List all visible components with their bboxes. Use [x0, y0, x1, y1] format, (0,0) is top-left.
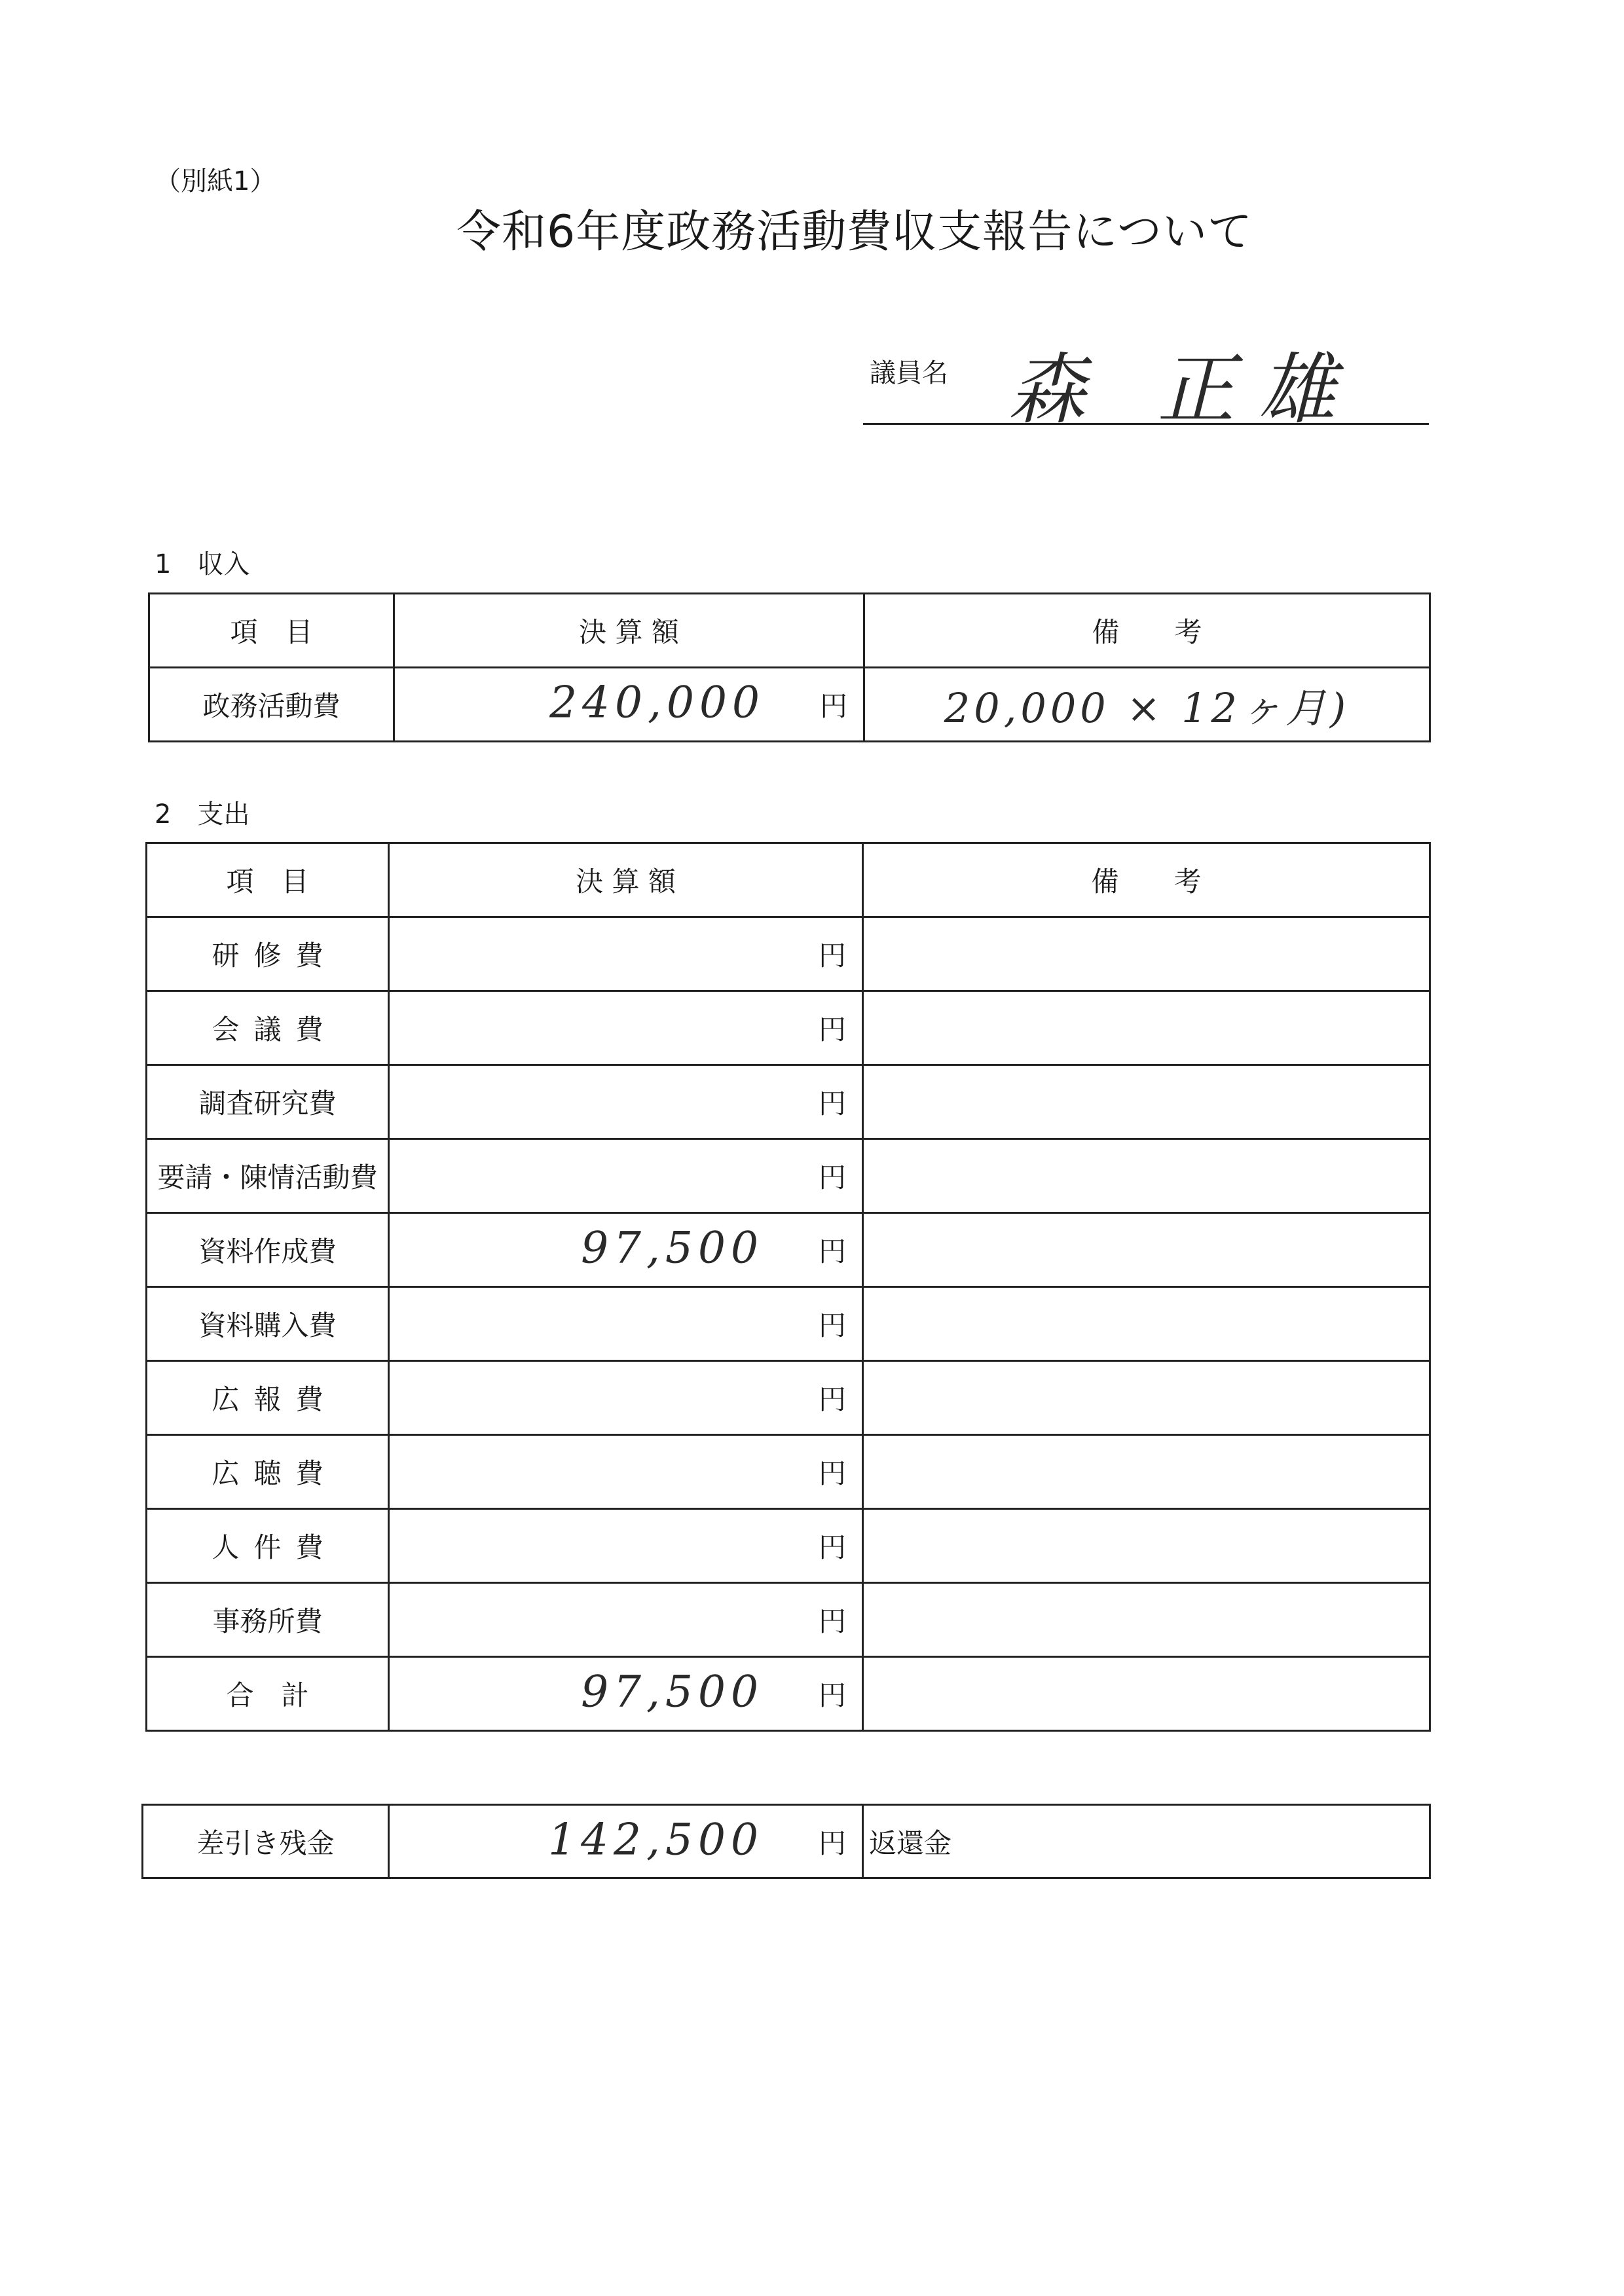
expenditure-item-label: 資料作成費 — [147, 1213, 389, 1287]
income-amount-cell — [394, 668, 864, 742]
expenditure-row — [147, 1509, 1430, 1583]
expenditure-note-cell — [863, 1509, 1430, 1583]
expenditure-col-item-header: 項 目 — [147, 843, 389, 917]
expenditure-item-label: 事務所費 — [147, 1583, 389, 1657]
income-header-row — [149, 594, 1430, 668]
expenditure-col-amount-header: 決 算 額 — [389, 843, 863, 917]
expenditure-amount-cell — [389, 1065, 863, 1139]
balance-row — [143, 1805, 1430, 1878]
expenditure-item-label: 会議費 — [147, 991, 389, 1065]
yen-unit: 円 — [818, 1309, 846, 1341]
expenditure-row — [147, 1287, 1430, 1361]
income-table — [148, 592, 1431, 742]
expenditure-amount-value: 97,500 — [581, 1666, 764, 1717]
expenditure-item-label: 広報費 — [147, 1361, 389, 1435]
member-name-label: 議員名 — [870, 358, 948, 388]
expenditure-row — [147, 1139, 1430, 1213]
expenditure-item-label: 調査研究費 — [147, 1065, 389, 1139]
income-note-value: 20,000 × 12ヶ月) — [944, 683, 1350, 732]
expenditure-item-label: 合 計 — [147, 1657, 389, 1731]
income-col-notes-header: 備 考 — [864, 594, 1430, 668]
expenditure-note-cell — [863, 1435, 1430, 1509]
yen-unit: 円 — [818, 1087, 846, 1120]
expenditure-row — [147, 917, 1430, 991]
expenditure-row — [147, 1583, 1430, 1657]
expenditure-note-cell — [863, 1139, 1430, 1213]
expenditure-col-notes-header: 備 考 — [863, 843, 1430, 917]
expenditure-amount-cell — [389, 1213, 863, 1287]
expenditure-amount-cell — [389, 991, 863, 1065]
expenditure-row — [147, 1065, 1430, 1139]
yen-unit: 円 — [818, 1679, 846, 1711]
expenditure-amount-cell — [389, 1509, 863, 1583]
yen-unit: 円 — [818, 1457, 846, 1489]
expenditure-note-cell — [863, 1361, 1430, 1435]
page-title: 令和6年度政務活動費収支報告について — [456, 206, 1253, 258]
income-row — [149, 668, 1430, 742]
member-signature: 森 正雄 — [1008, 344, 1359, 435]
balance-amount-value: 142,500 — [548, 1813, 764, 1865]
income-amount-value: 240,000 — [549, 677, 765, 728]
expenditure-amount-cell — [389, 1287, 863, 1361]
expenditure-item-label: 広聴費 — [147, 1435, 389, 1509]
yen-unit: 円 — [818, 1235, 846, 1267]
expenditure-amount-cell — [389, 1583, 863, 1657]
expenditure-note-cell — [863, 1583, 1430, 1657]
balance-table — [141, 1804, 1431, 1879]
expenditure-table — [145, 842, 1431, 1732]
expenditure-amount-cell — [389, 1361, 863, 1435]
expenditure-row — [147, 991, 1430, 1065]
expenditure-note-cell — [863, 1213, 1430, 1287]
expenditure-amount-value: 97,500 — [581, 1222, 764, 1273]
expenditure-item-label: 要請・陳情活動費 — [147, 1139, 389, 1213]
expenditure-row — [147, 1435, 1430, 1509]
expenditure-note-cell — [863, 1065, 1430, 1139]
expenditure-amount-cell — [389, 1657, 863, 1731]
yen-unit: 円 — [818, 1013, 846, 1046]
expenditure-section-label: 2 支出 — [155, 799, 250, 829]
expenditure-item-label: 人件費 — [147, 1509, 389, 1583]
expenditure-note-cell — [863, 1657, 1430, 1731]
expenditure-row — [147, 1657, 1430, 1731]
expenditure-note-cell — [863, 991, 1430, 1065]
expenditure-amount-cell — [389, 1435, 863, 1509]
income-col-amount-header: 決 算 額 — [394, 594, 864, 668]
signature-line — [863, 423, 1429, 425]
yen-unit: 円 — [818, 1383, 846, 1415]
yen-unit: 円 — [818, 1161, 846, 1194]
expenditure-item-label: 研修費 — [147, 917, 389, 991]
yen-unit: 円 — [819, 690, 847, 722]
income-note-cell — [864, 668, 1430, 742]
income-item-label: 政務活動費 — [149, 668, 394, 742]
income-section-label: 1 収入 — [155, 549, 250, 579]
balance-note: 返還金 — [863, 1805, 1430, 1878]
balance-label: 差引き残金 — [143, 1805, 389, 1878]
yen-unit: 円 — [818, 939, 846, 972]
expenditure-header-row — [147, 843, 1430, 917]
expenditure-note-cell — [863, 917, 1430, 991]
expenditure-item-label: 資料購入費 — [147, 1287, 389, 1361]
balance-amount-cell — [389, 1805, 863, 1878]
expenditure-amount-cell — [389, 917, 863, 991]
income-col-item-header: 項 目 — [149, 594, 394, 668]
expenditure-row — [147, 1213, 1430, 1287]
expenditure-note-cell — [863, 1287, 1430, 1361]
yen-unit: 円 — [818, 1827, 846, 1859]
expenditure-amount-cell — [389, 1139, 863, 1213]
yen-unit: 円 — [818, 1605, 846, 1637]
attachment-label: （別紙1） — [155, 166, 276, 196]
expenditure-row — [147, 1361, 1430, 1435]
yen-unit: 円 — [818, 1531, 846, 1563]
